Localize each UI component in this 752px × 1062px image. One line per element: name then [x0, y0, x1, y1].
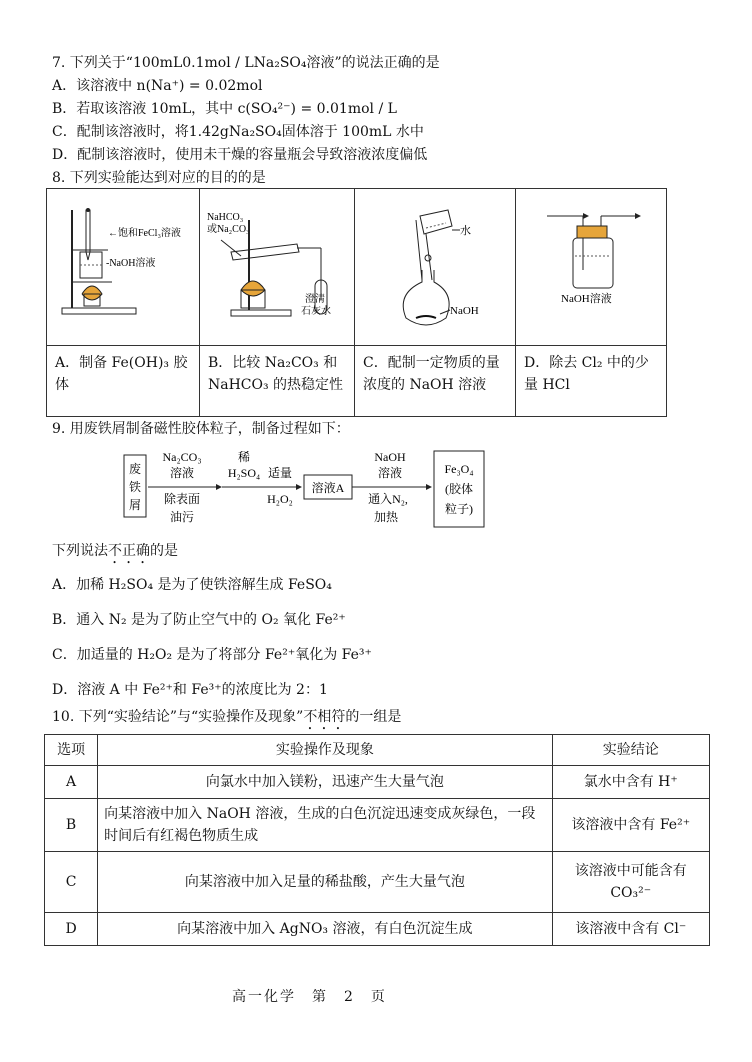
flow-label-h2so4: H₂SO₄: [227, 466, 261, 480]
table-row: [45, 913, 710, 946]
flow-box-colloid1: (胶体: [445, 482, 473, 496]
fig-b-label-limewater1: 澄清: [305, 294, 325, 305]
fig-b-label-nahco3: NaHCO₃: [207, 212, 244, 223]
row-c-procedure: 向某溶液中加入足量的稀盐酸，产生大量气泡: [98, 852, 552, 913]
q10-stem-post: 的一组是: [345, 709, 402, 725]
volumetric-flask-icon: [356, 190, 514, 340]
q9-substem-emphasis: 不正确: [108, 543, 150, 559]
table-row: [45, 799, 710, 852]
row-a-conclusion: 氯水中含有 H⁺: [552, 766, 709, 799]
q8-experiment-table: [46, 188, 667, 417]
flow-box-colloid2: 粒子): [445, 502, 473, 516]
q8-figure-b: [200, 189, 355, 346]
flow-box-solution-a: 溶液A: [311, 481, 345, 495]
q10-table: [44, 734, 710, 946]
flow-box-iron-scrap: 废铁屑: [128, 462, 142, 512]
q9-option-c: C．加适量的 H₂O₂ 是为了将部分 Fe²⁺氧化为 Fe³⁺: [52, 647, 372, 663]
row-a-procedure: 向氯水中加入镁粉，迅速产生大量气泡: [98, 766, 552, 799]
flow-label-naoh: NaOH: [374, 450, 406, 464]
header-option: 选项: [45, 735, 98, 766]
q8-caption-d: D．除去 Cl₂ 中的少量 HCl: [516, 346, 667, 417]
q8-figure-c: [355, 189, 516, 346]
q9-option-b: B．通入 N₂ 是为了防止空气中的 O₂ 氧化 Fe²⁺: [52, 612, 346, 628]
q8-figure-a: [47, 189, 200, 346]
flow-label-degrease2: 油污: [169, 510, 195, 524]
q9-substem: [52, 540, 178, 567]
row-b-procedure: 向某溶液中加入 NaOH 溶液，生成的白色沉淀迅速变成灰绿色，一段时间后有红褐色物质生成: [98, 799, 552, 852]
fe-oh3-colloid-apparatus-icon: [48, 190, 198, 340]
thermal-stability-apparatus-icon: [201, 190, 353, 340]
q8-caption-b: B．比较 Na₂CO₃ 和 NaHCO₃ 的热稳定性: [200, 346, 355, 417]
flow-label-dilute: 稀: [237, 450, 251, 464]
fig-c-label-naoh: NaOH: [450, 305, 479, 317]
q9-substem-pre: 下列说法: [52, 543, 108, 559]
q9-flow-diagram: [120, 445, 500, 535]
row-d-option: D: [45, 913, 98, 946]
flow-label-na2co3: Na₂CO₃: [162, 450, 202, 464]
q10-stem-emphasis: 不相符: [303, 709, 346, 725]
q7-option-b: B．若取该溶液 10mL，其中 c(SO₄²⁻) = 0.01mol / L: [52, 101, 397, 117]
fig-b-label-limewater2: 石灰水: [301, 306, 331, 317]
fig-a-label-naoh: -NaOH溶液: [106, 258, 156, 269]
flow-label-solution: 溶液: [169, 466, 195, 480]
q8-caption-a: A．制备 Fe(OH)₃ 胶体: [47, 346, 200, 417]
header-procedure: 实验操作及现象: [98, 735, 552, 766]
q8-stem: 8. 下列实验能达到对应的目的的是: [52, 170, 266, 186]
flow-label-h2o2: H₂O₂: [267, 492, 293, 506]
q9-option-d: D．溶液 A 中 Fe²⁺和 Fe³⁺的浓度比为 2：1: [52, 682, 328, 698]
q8-figure-d: [516, 189, 667, 346]
header-conclusion: 实验结论: [552, 735, 709, 766]
row-d-conclusion: 该溶液中含有 Cl⁻: [552, 913, 709, 946]
table-header-row: [45, 735, 710, 766]
flow-box-fe3o4: Fe₃O₄: [444, 462, 474, 476]
q10-stem-pre: 10. 下列“实验结论”与“实验操作及现象”: [52, 709, 304, 725]
fig-d-label-naoh: NaOH溶液: [561, 293, 612, 305]
fig-b-label-na2co3: 或Na₂CO₃: [207, 224, 250, 235]
q7-option-d: D．配制该溶液时，使用未干燥的容量瓶会导致溶液浓度偏低: [52, 147, 428, 163]
row-d-procedure: 向某溶液中加入 AgNO₃ 溶液，有白色沉淀生成: [98, 913, 552, 946]
flow-label-solution2: 溶液: [377, 466, 403, 480]
q9-option-a: A．加稀 H₂SO₄ 是为了使铁溶解生成 FeSO₄: [52, 577, 332, 593]
fig-a-label-fecl3: ←饱和FeCl₃溶液: [108, 228, 181, 239]
flow-label-heat: 加热: [373, 510, 399, 524]
flow-label-n2: 通入N₂,: [368, 492, 408, 506]
row-a-option: A: [45, 766, 98, 799]
q8-caption-c: C．配制一定物质的量浓度的 NaOH 溶液: [355, 346, 516, 417]
row-b-option: B: [45, 799, 98, 852]
flow-label-moderate: 适量: [267, 466, 293, 480]
row-b-conclusion: 该溶液中含有 Fe²⁺: [552, 799, 709, 852]
q7-stem: 7. 下列关于“100mL0.1mol / LNa₂SO₄溶液”的说法正确的是: [52, 55, 440, 71]
row-c-conclusion: 该溶液中可能含有 CO₃²⁻: [552, 852, 709, 913]
flow-label-degrease1: 除表面: [163, 492, 201, 506]
table-row: [45, 766, 710, 799]
table-row: [45, 852, 710, 913]
page-footer: 高一化学 第 2 页: [232, 989, 387, 1005]
q9-substem-post: 的是: [150, 543, 178, 559]
q9-stem: 9. 用废铁屑制备磁性胶体粒子，制备过程如下：: [52, 421, 350, 437]
gas-washing-bottle-icon: [517, 190, 665, 340]
row-c-option: C: [45, 852, 98, 913]
q7-option-c: C．配制该溶液时，将1.42gNa₂SO₄固体溶于 100mL 水中: [52, 124, 424, 140]
q7-option-a: A．该溶液中 n(Na⁺) = 0.02mol: [52, 78, 263, 94]
fig-c-label-water: 水: [460, 225, 471, 237]
q10-stem: [52, 706, 401, 733]
